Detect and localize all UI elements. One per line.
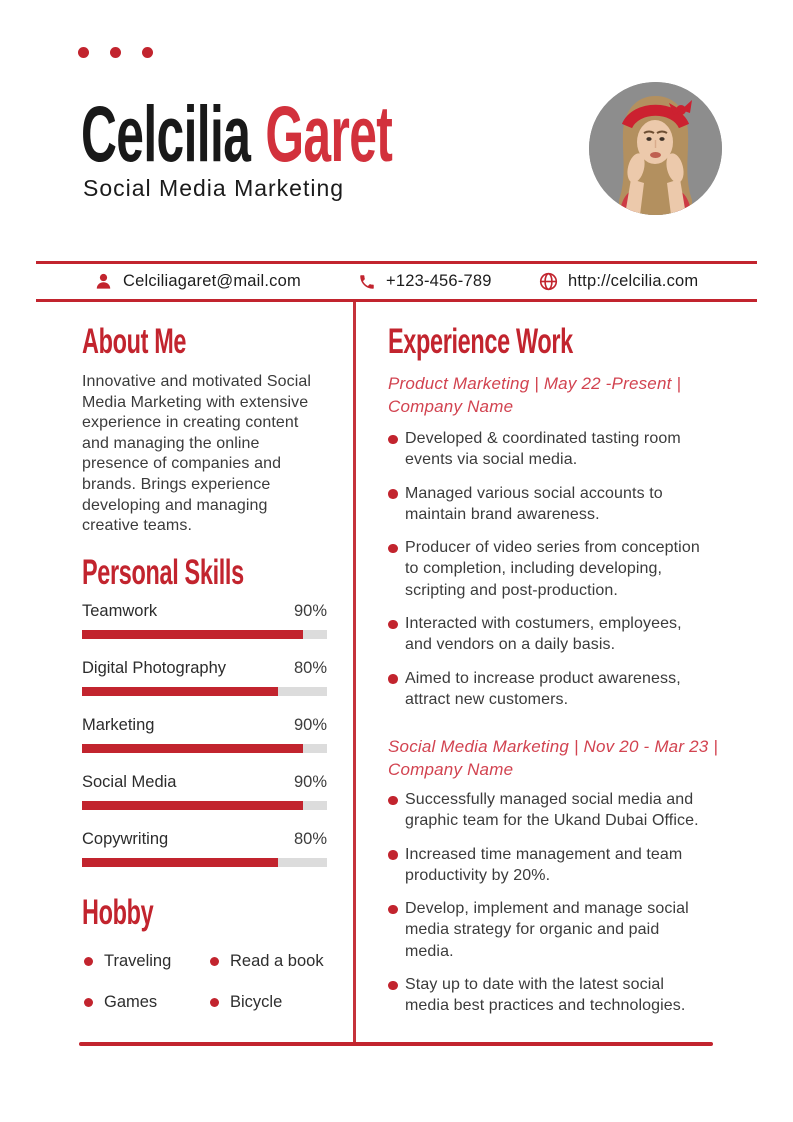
red-dot-icon bbox=[142, 47, 153, 58]
skill-bar-track bbox=[82, 744, 327, 753]
hobby-heading: Hobby bbox=[82, 893, 154, 932]
hobby-item bbox=[84, 993, 210, 1012]
bullet-icon bbox=[84, 957, 93, 966]
hobby-item bbox=[210, 993, 324, 1012]
bullet-item: Successfully managed social media and graphic team for the Ukand Dubai Office. bbox=[388, 789, 753, 832]
column-divider bbox=[353, 302, 356, 1043]
first-name: Celcilia bbox=[81, 89, 251, 178]
hobby-label: Read a book bbox=[230, 952, 324, 970]
skill-row bbox=[82, 602, 327, 659]
experience-heading: Experience Work bbox=[388, 322, 573, 361]
skill-bar-fill bbox=[82, 687, 278, 696]
skill-bar-track bbox=[82, 858, 327, 867]
hobby-item bbox=[84, 952, 210, 971]
bullet-icon bbox=[84, 998, 93, 1007]
contact-website-text: http://celcilia.com bbox=[568, 272, 699, 290]
skill-percent: 90% bbox=[293, 716, 327, 734]
contact-email-text: Celciliagaret@mail.com bbox=[123, 272, 301, 290]
person-icon bbox=[94, 272, 113, 291]
contact-website[interactable] bbox=[539, 264, 698, 299]
hobby-label: Games bbox=[104, 993, 158, 1011]
bullet-item: Developed & coordinated tasting room events via social media. bbox=[388, 428, 753, 471]
skill-label: Marketing bbox=[82, 716, 155, 734]
skill-label: Social Media bbox=[82, 773, 177, 791]
skill-bar-fill bbox=[82, 630, 303, 639]
contact-phone-text: +123-456-789 bbox=[386, 272, 492, 290]
job-bullet-list bbox=[388, 428, 753, 722]
contact-email[interactable] bbox=[94, 264, 301, 299]
skill-bar-fill bbox=[82, 801, 303, 810]
skill-row bbox=[82, 659, 327, 716]
dots-decoration bbox=[78, 47, 153, 58]
bullet-item: Interacted with costumers, employees, and vendors on a daily basis. bbox=[388, 613, 753, 656]
about-heading: About Me bbox=[82, 322, 187, 361]
bullet-item: Increased time management and team productivity by 20%. bbox=[388, 844, 753, 887]
skill-row bbox=[82, 773, 327, 830]
skill-bar-track bbox=[82, 801, 327, 810]
hobby-item bbox=[210, 952, 324, 971]
skill-percent: 80% bbox=[293, 659, 327, 677]
skill-row bbox=[82, 830, 327, 887]
skill-percent: 80% bbox=[293, 830, 327, 848]
profile-photo bbox=[589, 82, 722, 215]
bullet-item: Stay up to date with the latest social media best practices and technologies. bbox=[388, 974, 753, 1017]
bullet-item: Develop, implement and manage social media strategy for organic and paid media. bbox=[388, 898, 753, 962]
job-subtitle: Social Media Marketing bbox=[83, 175, 345, 201]
person-name bbox=[81, 89, 575, 178]
last-name: Garet bbox=[265, 89, 393, 178]
skill-percent: 90% bbox=[293, 773, 327, 791]
skill-label: Copywriting bbox=[82, 830, 169, 848]
contact-bar bbox=[36, 261, 757, 302]
skill-bar-fill bbox=[82, 744, 303, 753]
skill-label: Digital Photography bbox=[82, 659, 227, 677]
red-dot-icon bbox=[110, 47, 121, 58]
job-title: Product Marketing | May 22 -Present | Company Name bbox=[388, 374, 682, 416]
bullet-icon bbox=[210, 957, 219, 966]
skill-bar-fill bbox=[82, 858, 278, 867]
skill-percent: 90% bbox=[293, 602, 327, 620]
skill-label: Teamwork bbox=[82, 602, 158, 620]
bullet-item: Producer of video series from conception to completion, including developing, scripting and post-production. bbox=[388, 537, 753, 601]
skills-heading: Personal Skills bbox=[82, 553, 244, 592]
bullet-item: Aimed to increase product awareness, attract new customers. bbox=[388, 668, 753, 711]
hobby-label: Bicycle bbox=[230, 993, 283, 1011]
bullet-item: Managed various social accounts to maintain brand awareness. bbox=[388, 483, 753, 526]
job-bullet-list bbox=[388, 789, 753, 1029]
skill-bar-track bbox=[82, 687, 327, 696]
bullet-icon bbox=[210, 998, 219, 1007]
red-dot-icon bbox=[78, 47, 89, 58]
profile-photo-illustration bbox=[589, 82, 722, 215]
skill-bar-track bbox=[82, 630, 327, 639]
contact-phone[interactable] bbox=[358, 264, 492, 299]
globe-icon bbox=[539, 272, 558, 291]
bottom-rule bbox=[79, 1042, 713, 1046]
phone-icon bbox=[358, 273, 376, 291]
about-text: Innovative and motivated Social Media Marketing with extensive experience in creating content and managing the online presence of companies and brands. Brings experience developing and managing creative teams. bbox=[82, 373, 312, 535]
hobby-label: Traveling bbox=[104, 952, 172, 970]
skills-list bbox=[82, 602, 327, 887]
hobby-list bbox=[84, 952, 324, 1012]
skill-row bbox=[82, 716, 327, 773]
job-title: Social Media Marketing | Nov 20 - Mar 23 | Company Name bbox=[388, 737, 718, 779]
